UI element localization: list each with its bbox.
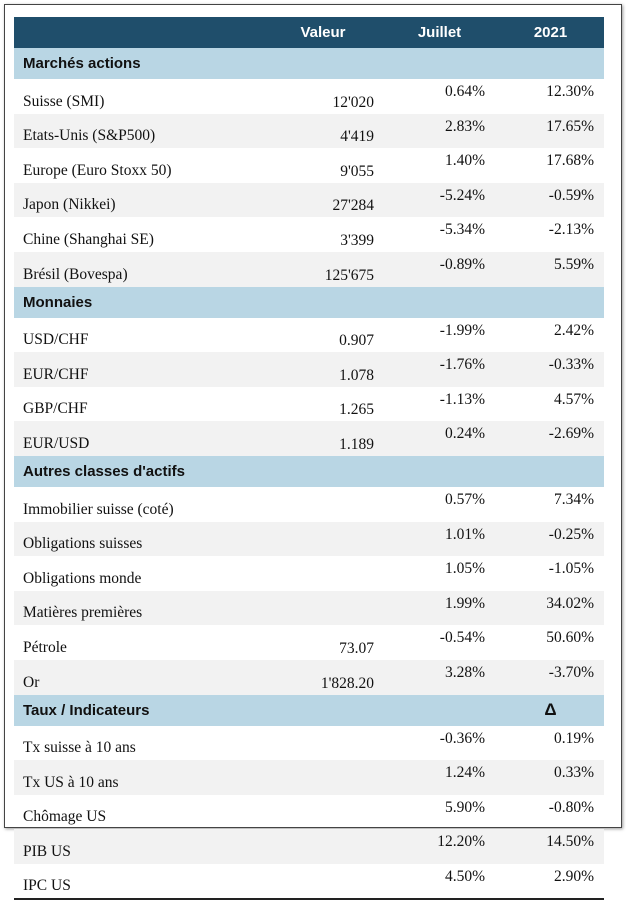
row-value — [264, 864, 382, 900]
row-year: 17.68% — [497, 148, 604, 183]
row-year: 7.34% — [497, 487, 604, 522]
header-month: Juillet — [382, 17, 497, 48]
row-value — [264, 829, 382, 864]
row-year: 2.90% — [497, 864, 604, 900]
row-month: 1.05% — [382, 556, 497, 591]
row-month: 4.50% — [382, 864, 497, 900]
row-name: Or — [14, 660, 264, 695]
row-name: EUR/CHF — [14, 352, 264, 387]
row-value — [264, 591, 382, 626]
row-name: Pétrole — [14, 625, 264, 660]
row-month: 0.57% — [382, 487, 497, 522]
header-empty — [14, 17, 264, 48]
row-value: 12'020 — [264, 79, 382, 114]
row-year: -0.25% — [497, 522, 604, 557]
table-row — [14, 660, 604, 695]
row-year: -0.80% — [548, 798, 594, 816]
row-value — [264, 795, 382, 830]
row-year: -1.05% — [497, 556, 604, 591]
row-year: 5.59% — [497, 252, 604, 287]
row-month: 1.01% — [382, 522, 497, 557]
section-title: Taux / Indicateurs — [14, 695, 497, 726]
row-value: 3'399 — [264, 217, 382, 252]
row-name: GBP/CHF — [23, 400, 88, 418]
row-month: -1.99% — [439, 321, 485, 339]
row-name: USD/CHF — [23, 331, 89, 349]
row-value: 73.07 — [264, 625, 382, 660]
row-month: 1.99% — [382, 591, 497, 626]
row-value: 1.078 — [264, 352, 382, 387]
row-name: EUR/USD — [14, 421, 264, 456]
table-row — [14, 829, 604, 864]
row-value — [264, 726, 382, 761]
row-year: -0.33% — [497, 352, 604, 387]
table-row — [14, 760, 604, 795]
table-row — [14, 252, 604, 287]
row-month: -1.76% — [382, 352, 497, 387]
row-value: 27'284 — [264, 183, 382, 218]
row-value — [264, 522, 382, 557]
row-value: 9'055 — [264, 148, 382, 183]
row-name: Immobilier suisse (coté) — [14, 487, 264, 522]
row-year: 50.60% — [497, 625, 604, 660]
row-year: -2.13% — [497, 217, 604, 252]
table-row — [14, 148, 604, 183]
row-month: 2.83% — [382, 114, 497, 149]
row-year: 14.50% — [497, 829, 604, 864]
row-name: Brésil (Bovespa) — [14, 252, 264, 287]
table-row — [14, 352, 604, 387]
section-header-rates-indicators — [14, 695, 604, 726]
row-value — [264, 556, 382, 591]
table-row — [14, 556, 604, 591]
row-name: Obligations monde — [14, 556, 264, 591]
row-year: 17.65% — [497, 114, 604, 149]
row-value — [264, 760, 382, 795]
table-row — [14, 421, 604, 456]
row-name: IPC US — [14, 864, 264, 900]
row-year: 12.30% — [497, 79, 604, 114]
row-month: 1.24% — [382, 760, 497, 795]
row-year: 0.19% — [553, 729, 594, 747]
market-summary-table — [14, 17, 604, 900]
section-title: Marchés actions — [14, 48, 604, 79]
row-value: 1.265 — [339, 401, 374, 419]
row-name: Matières premières — [14, 591, 264, 626]
row-value: 1'828.20 — [264, 660, 382, 695]
table-row — [14, 318, 604, 353]
row-month: 5.90% — [444, 798, 485, 816]
table-row — [14, 864, 604, 900]
row-month: -0.89% — [382, 252, 497, 287]
table-row — [14, 79, 604, 114]
row-year: 4.57% — [553, 390, 594, 408]
row-value: 0.907 — [339, 332, 374, 350]
row-month: -1.13% — [439, 390, 485, 408]
row-year: -2.69% — [497, 421, 604, 456]
row-month: 1.40% — [382, 148, 497, 183]
row-value: 4'419 — [264, 114, 382, 149]
row-year: 0.33% — [497, 760, 604, 795]
table-row — [14, 591, 604, 626]
row-name: Japon (Nikkei) — [14, 183, 264, 218]
section-title: Monnaies — [14, 287, 604, 318]
row-name: Obligations suisses — [14, 522, 264, 557]
section-header-currencies — [14, 287, 604, 318]
row-value — [264, 487, 382, 522]
row-name: PIB US — [14, 829, 264, 864]
row-name: Chômage US — [23, 808, 107, 826]
row-month: -5.24% — [382, 183, 497, 218]
table-row — [14, 183, 604, 218]
row-name: Europe (Euro Stoxx 50) — [14, 148, 264, 183]
row-name: Suisse (SMI) — [14, 79, 264, 114]
row-value: 1.189 — [264, 421, 382, 456]
row-name: Etats-Unis (S&P500) — [14, 114, 264, 149]
header-year: 2021 — [497, 17, 604, 48]
row-year: -0.59% — [497, 183, 604, 218]
delta-symbol: Δ — [497, 695, 604, 726]
section-header-equities — [14, 48, 604, 79]
row-month: -0.36% — [439, 729, 485, 747]
row-year: 34.02% — [497, 591, 604, 626]
row-month: 12.20% — [382, 829, 497, 864]
row-month: 0.64% — [382, 79, 497, 114]
table-row — [14, 487, 604, 522]
row-year: 2.42% — [553, 321, 594, 339]
row-month: 3.28% — [382, 660, 497, 695]
table-row — [14, 795, 604, 830]
row-month: -5.34% — [382, 217, 497, 252]
table-row — [14, 522, 604, 557]
row-year: -3.70% — [497, 660, 604, 695]
row-month: 0.24% — [382, 421, 497, 456]
section-title: Autres classes d'actifs — [14, 456, 604, 487]
row-value: 125'675 — [264, 252, 382, 287]
table-header — [14, 17, 604, 48]
row-name: Tx US à 10 ans — [14, 760, 264, 795]
row-name: Tx suisse à 10 ans — [23, 739, 136, 757]
header-value: Valeur — [264, 17, 382, 48]
row-name: Chine (Shanghai SE) — [14, 217, 264, 252]
table-row — [14, 114, 604, 149]
table-row — [14, 387, 604, 422]
row-month: -0.54% — [382, 625, 497, 660]
table-row — [14, 217, 604, 252]
table-row — [14, 625, 604, 660]
table-row — [14, 726, 604, 761]
section-header-other-assets — [14, 456, 604, 487]
